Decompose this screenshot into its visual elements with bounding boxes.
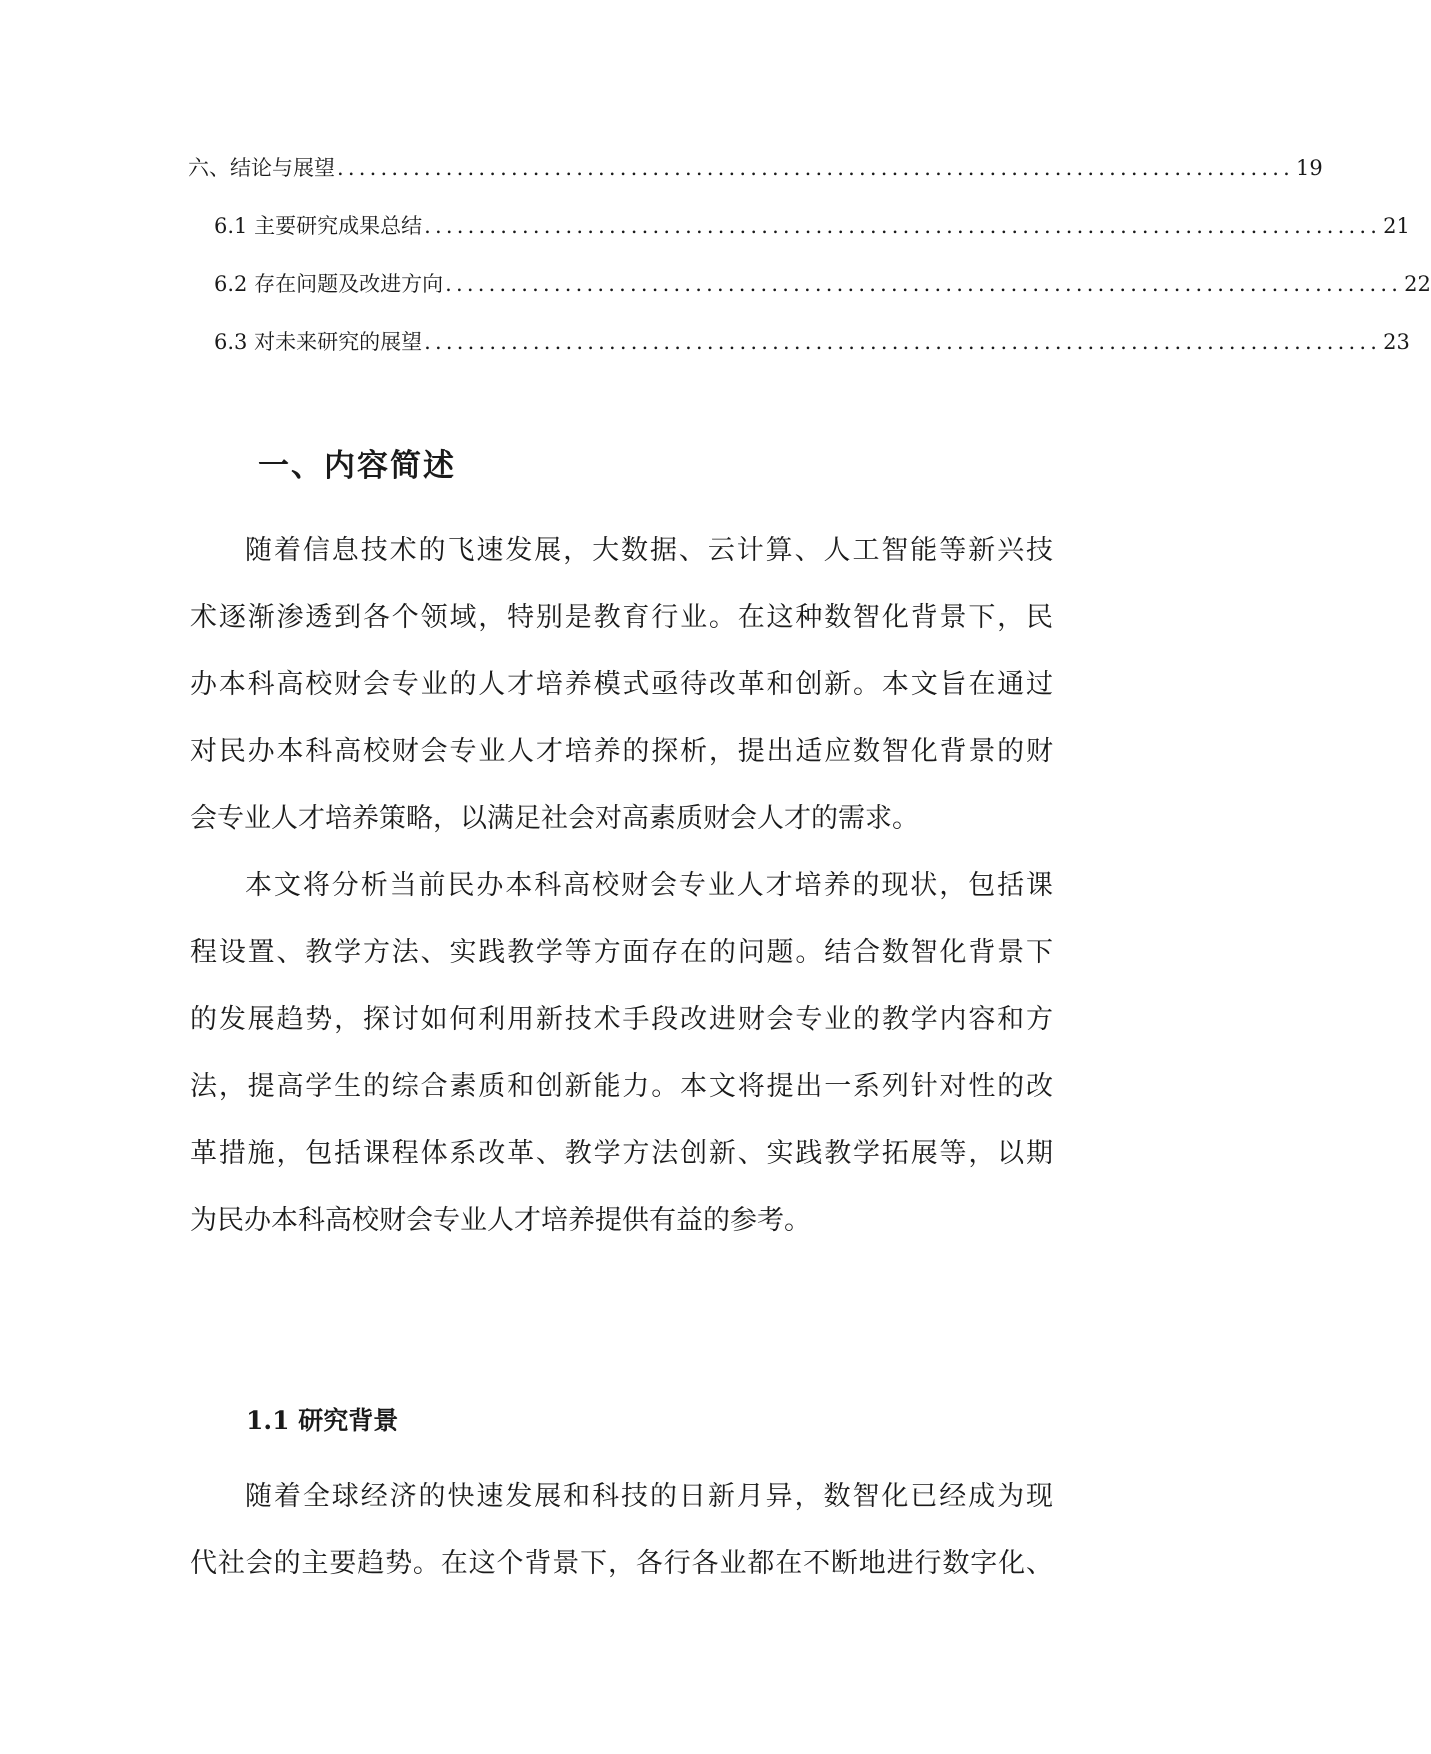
text-line: 程设置、教学方法、实践教学等方面存在的问题。结合数智化背景下: [190, 937, 1053, 968]
toc-entry-6-1[interactable]: [214, 212, 1410, 240]
toc-dot-leader: ........................................................................................: [445, 272, 1403, 296]
text-line: 为民办本科高校财会专业人才培养提供有益的参考。: [190, 1205, 811, 1236]
text-line: 会专业人才培养策略，以满足社会对高素质财会人才的需求。: [190, 803, 919, 834]
text-line: 的发展趋势，探讨如何利用新技术手段改进财会专业的教学内容和方: [190, 1004, 1053, 1035]
text-line: 本文将分析当前民办本科高校财会专业人才培养的现状，包括课: [245, 870, 1053, 901]
toc-entry-label: 6.1 主要研究成果总结: [214, 214, 423, 238]
toc-page-number: 22: [1404, 272, 1431, 296]
toc-entry-6-3[interactable]: [214, 328, 1410, 356]
section-heading: 一、内容简述: [258, 448, 456, 484]
text-line: 随着全球经济的快速发展和科技的日新月异，数智化已经成为现: [245, 1481, 1053, 1512]
text-line: 革措施，包括课程体系改革、教学方法创新、实践教学拓展等，以期: [190, 1138, 1053, 1169]
toc-dot-leader: ........................................................................................: [337, 156, 1295, 180]
toc-entry-6-2[interactable]: [214, 270, 1431, 298]
toc-entry-label: 6.3 对未来研究的展望: [214, 330, 423, 354]
subsection-heading: 1.1 研究背景: [246, 1406, 399, 1435]
toc-entry-label: 6.2 存在问题及改进方向: [214, 272, 444, 296]
text-line: 术逐渐渗透到各个领域，特别是教育行业。在这种数智化背景下，民: [190, 602, 1053, 633]
text-line: 办本科高校财会专业的人才培养模式亟待改革和创新。本文旨在通过: [190, 669, 1053, 700]
text-line: 随着信息技术的飞速发展，大数据、云计算、人工智能等新兴技: [245, 535, 1053, 566]
toc-page-number: 19: [1296, 156, 1323, 180]
toc-entry-chapter-6[interactable]: [188, 154, 1323, 182]
toc-dot-leader: ........................................................................................: [424, 214, 1382, 238]
text-line: 对民办本科高校财会专业人才培养的探析，提出适应数智化背景的财: [190, 736, 1053, 767]
text-line: 法，提高学生的综合素质和创新能力。本文将提出一系列针对性的改: [190, 1071, 1053, 1102]
text-line: 代社会的主要趋势。在这个背景下，各行各业都在不断地进行数字化、: [190, 1548, 1053, 1579]
toc-page-number: 21: [1383, 214, 1410, 238]
toc-page-number: 23: [1383, 330, 1410, 354]
toc-dot-leader: ........................................................................................: [424, 330, 1382, 354]
toc-entry-label: 六、结论与展望: [188, 156, 335, 180]
